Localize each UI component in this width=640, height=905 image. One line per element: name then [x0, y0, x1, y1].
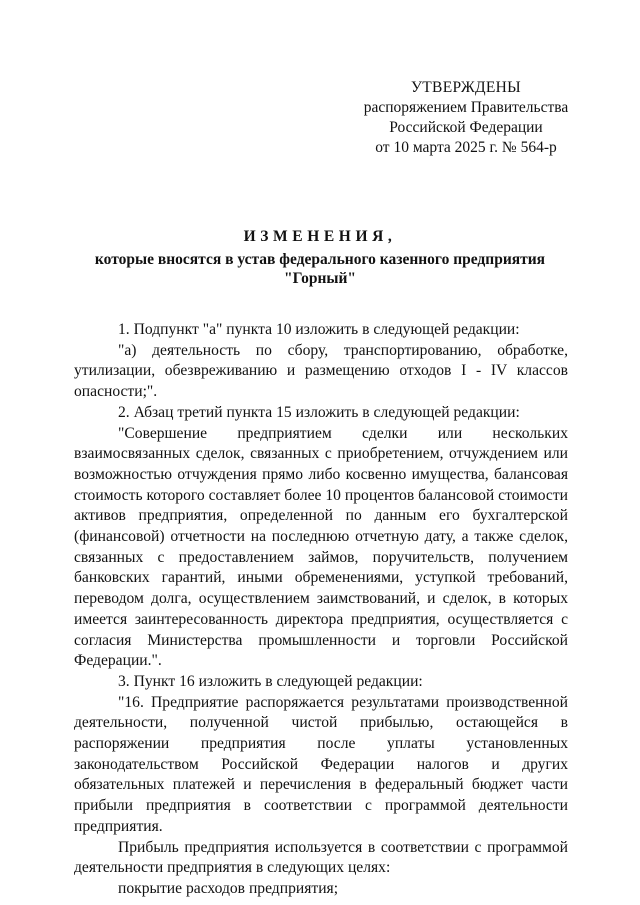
paragraph-1: 1. Подпункт "а" пункта 10 изложить в следующей редакции:: [118, 321, 520, 338]
paragraph-6: "16. Предприятие распоряжается результатами производственной деятельности, полученной чистой прибылью, остающейся в распоряжении предприятия после уплаты установленных законодательством Российской Федерации налогов и других обязательных платежей и перечисления в федеральный бюджет части прибыли предприятия в соответствии с программой деятельности предприятия.: [74, 693, 568, 835]
approval-date-line: от 10 марта 2025 г. № 564-р: [375, 139, 557, 156]
document-subtitle: [60, 250, 580, 288]
document-body: [74, 320, 568, 900]
paragraph-4: "Совершение предприятием сделки или нескольких взаимосвязанных сделок, связанных с приобретением, отчуждением или возможностью отчуждения прямо либо косвенно имущества, балансовая стоимость которого составляет более 10 процентов балансовой стоимости активов предприятия, определенной по данным его бухгалтерской (финансовой) отчетности на последнюю отчетную дату, а также сделок, связанных с предоставлением займов, поручительств, получением банковских гарантий, иными обременениями, уступкой требований, переводом долга, осуществлением заимствований, и сделок, в которых имеется заинтересованность директора предприятия, осуществляется с согласия Министерства промышленности и торговли Российской Федерации.".: [74, 424, 568, 670]
paragraph-2: "а) деятельность по сбору, транспортированию, обработке, утилизации, обезвреживанию и размещению отходов I - IV классов опасности;".: [74, 341, 568, 401]
subtitle-line-2: "Горный": [283, 270, 357, 287]
paragraph-3: 2. Абзац третий пункта 15 изложить в следующей редакции:: [118, 403, 520, 421]
paragraph-7: Прибыль предприятия используется в соответствии с программой деятельности предприятия в следующих целях:: [74, 838, 568, 877]
approval-stamp: [318, 78, 614, 158]
approval-line-2: Российской Федерации: [389, 119, 543, 136]
paragraph-5: 3. Пункт 16 изложить в следующей редакции:: [118, 672, 423, 690]
subtitle-line-1: которые вносятся в устав федерального казенного предприятия: [94, 251, 546, 268]
approval-line-1: распоряжением Правительства: [363, 99, 569, 116]
paragraph-8: покрытие расходов предприятия;: [118, 879, 339, 897]
approval-heading: УТВЕРЖДЕНЫ: [411, 79, 521, 96]
document-title: ИЗМЕНЕНИЯ,: [243, 228, 397, 245]
